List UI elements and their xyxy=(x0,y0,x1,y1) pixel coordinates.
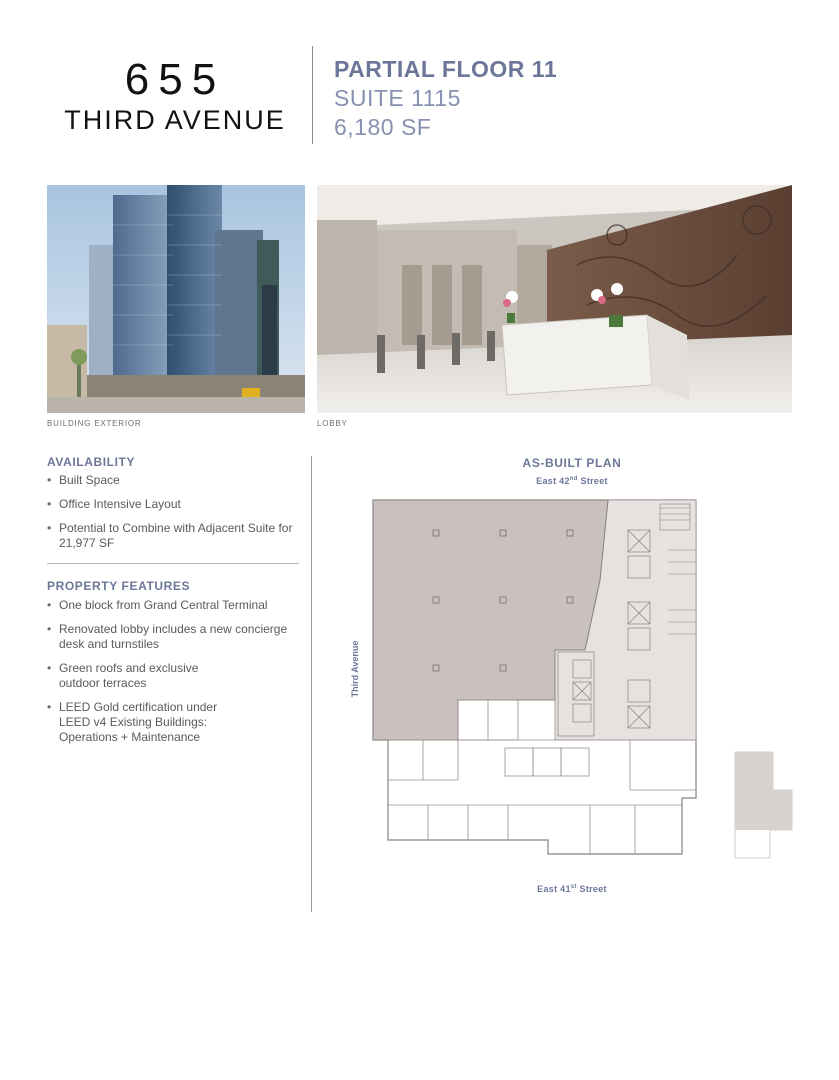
south-street-label xyxy=(492,884,652,894)
north-street-ordinal: nd xyxy=(569,476,578,482)
availability-item: • Potential to Combine with Adjacent Suite for 21,977 SF xyxy=(47,521,297,551)
features-title: PROPERTY FEATURES xyxy=(47,579,191,593)
building-logo xyxy=(40,55,310,136)
suite-number: SUITE 1115 xyxy=(334,85,461,111)
building-exterior-photo xyxy=(47,185,305,413)
column-divider xyxy=(311,456,312,912)
lobby-caption: LOBBY xyxy=(317,419,348,428)
plan-title: AS-BUILT PLAN xyxy=(522,456,622,470)
suite-area: 6,180 SF xyxy=(334,114,432,140)
feature-item: • One block from Grand Central Terminal xyxy=(47,598,297,613)
key-plan xyxy=(735,752,792,858)
floor-title: PARTIAL FLOOR 11 xyxy=(334,56,558,82)
header-divider xyxy=(312,46,313,144)
logo-number: 655 xyxy=(124,55,226,104)
west-street-label: Third Avenue xyxy=(350,640,360,698)
north-street-label xyxy=(492,476,652,486)
north-street-name: East 42 xyxy=(536,476,570,486)
feature-item: • LEED Gold certification under LEED v4 Existing Buildings: Operations + Maintenance xyxy=(47,700,249,745)
south-street-ordinal: st xyxy=(570,884,577,890)
suite-header xyxy=(334,54,557,142)
lobby-photo xyxy=(317,185,792,413)
south-street-suffix: Street xyxy=(576,884,607,894)
north-street-suffix: Street xyxy=(577,476,608,486)
availability-title: AVAILABILITY xyxy=(47,455,136,469)
exterior-caption: BUILDING EXTERIOR xyxy=(47,419,142,428)
logo-street: THIRD AVENUE xyxy=(64,105,286,135)
features-list xyxy=(47,598,297,754)
section-divider xyxy=(47,563,299,564)
availability-list xyxy=(47,473,297,560)
availability-item: • Built Space xyxy=(47,473,297,488)
feature-item: • Green roofs and exclusive outdoor terraces xyxy=(47,661,219,691)
availability-item: • Office Intensive Layout xyxy=(47,497,297,512)
feature-item: • Renovated lobby includes a new concierge desk and turnstiles xyxy=(47,622,297,652)
floor-plan xyxy=(360,490,800,870)
south-street-name: East 41 xyxy=(537,884,571,894)
